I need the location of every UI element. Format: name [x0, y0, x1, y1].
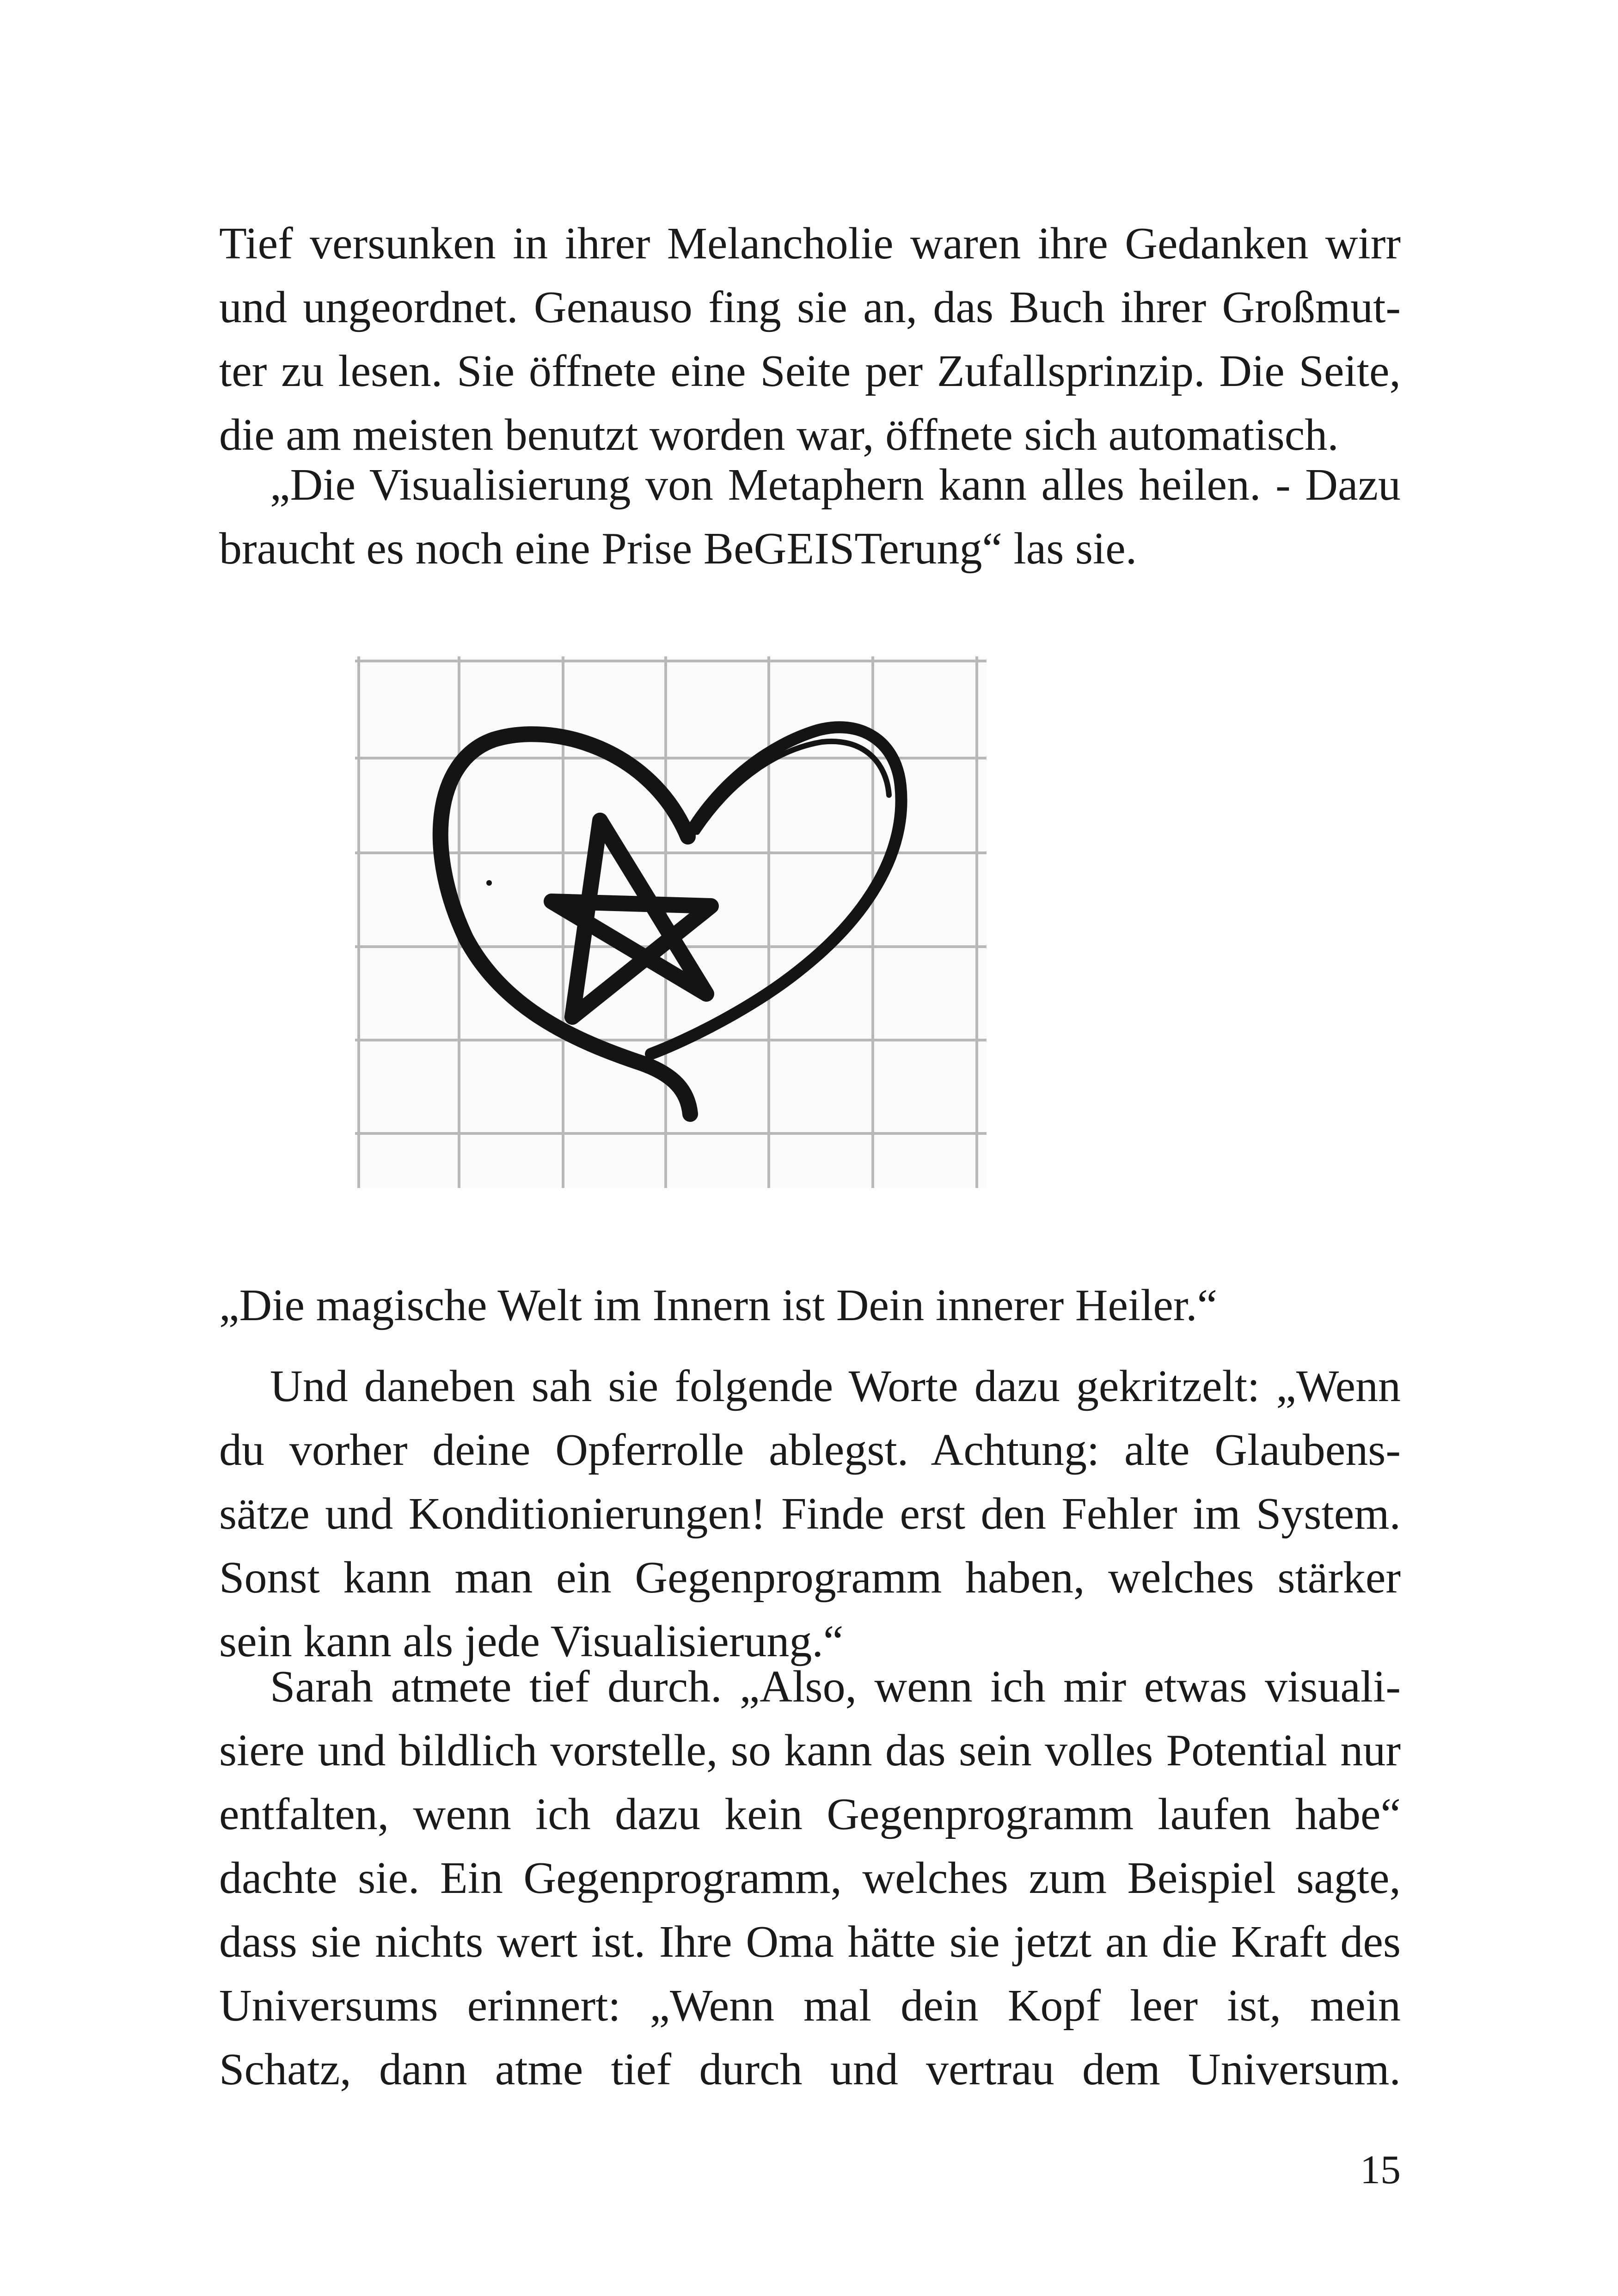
paragraph-4-line: Universums erinnert: „Wenn mal dein Kopf leer ist, mein [219, 1981, 1401, 2031]
paragraph-3-line: du vorher deine Opferrolle ablegst. Achtung: alte Glaubens- [219, 1425, 1401, 1475]
paragraph-3 [219, 1354, 1401, 1673]
paragraph-1-line: Tief versunken in ihrer Melancholie waren ihre Gedanken wirr [219, 219, 1401, 269]
paragraph-4-line: siere und bildlich vorstelle, so kann das sein volles Potential nur [219, 1726, 1401, 1776]
paragraph-3-line: Und daneben sah sie folgende Worte dazu gekritzelt: „Wenn [270, 1361, 1401, 1411]
paragraph-1-line: und ungeordnet. Genauso fing sie an, das Buch ihrer Großmut- [219, 282, 1401, 332]
paragraph-3-line: sein kann als jede Visualisierung.“ [219, 1616, 844, 1666]
page-number: 15 [1360, 2148, 1401, 2192]
paragraph-1-line: ter zu lesen. Sie öffnete eine Seite per Zufallsprinzip. Die Seite, [219, 346, 1401, 396]
paragraph-3-line: Sonst kann man ein Gegenprogramm haben, welches stärker [219, 1553, 1401, 1603]
paragraph-2-line: braucht es noch eine Prise BeGEISTerung“ las sie. [219, 524, 1137, 574]
quote-caption: „Die magische Welt im Innern ist Dein innerer Heiler.“ [219, 1280, 1218, 1330]
paragraph-2-line: „Die Visualisierung von Metaphern kann alles heilen. - Dazu [270, 460, 1401, 510]
paragraph-2 [219, 453, 1401, 581]
paragraph-4-line: Schatz, dann atme tief durch und vertrau dem Universum. [219, 2045, 1401, 2094]
heart-with-star-drawing-icon [355, 656, 987, 1188]
paragraph-4-line: Sarah atmete tief durch. „Also, wenn ich mir etwas visuali- [270, 1662, 1401, 1712]
paragraph-4 [219, 1655, 1401, 2101]
paragraph-4-line: dachte sie. Ein Gegenprogramm, welches zum Beispiel sagte, [219, 1853, 1401, 1903]
ink-dot [486, 880, 492, 886]
paragraph-3-line: sätze und Konditionierungen! Finde erst den Fehler im System. [219, 1489, 1401, 1539]
paragraph-4-line: entfalten, wenn ich dazu kein Gegenprogramm laufen habe“ [219, 1789, 1401, 1839]
paragraph-4-line: dass sie nichts wert ist. Ihre Oma hätte sie jetzt an die Kraft des [219, 1917, 1401, 1967]
paragraph-1 [219, 212, 1401, 467]
paragraph-1-line: die am meisten benutzt worden war, öffnete sich automatisch. [219, 410, 1339, 460]
